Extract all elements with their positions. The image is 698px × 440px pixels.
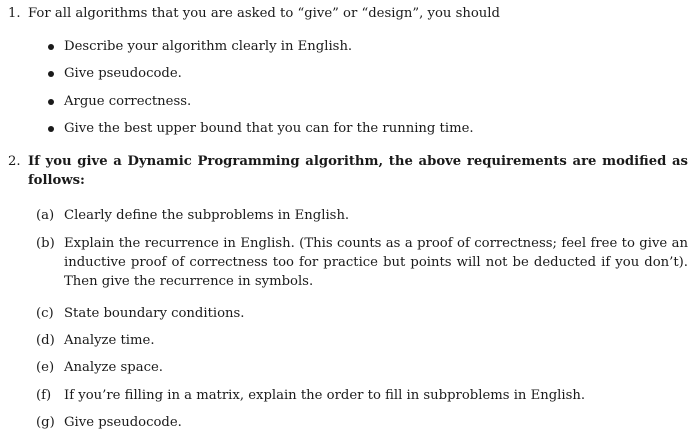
subitem-text: If you’re filling in a matrix, explain the order to fill in subproblems in English. xyxy=(64,388,586,403)
bullet-icon xyxy=(48,126,54,132)
item-1-number: 1. xyxy=(8,6,21,21)
subitem-text: Give pseudocode. xyxy=(64,415,182,430)
subitem-label: (b) xyxy=(36,236,55,251)
subitem-text: Explain the recurrence in English. (This counts as a proof of correctness; feel free to give an inductive proof of correctness too for practice but points will not be deducted if you don’t). Then give the recurrence in symbols. xyxy=(64,236,688,289)
subitem-label: (f) xyxy=(36,388,52,403)
subitem-text: State boundary conditions. xyxy=(64,306,245,321)
bullet-text: Give pseudocode. xyxy=(64,66,182,81)
subitem-label: (c) xyxy=(36,306,54,321)
subitem-text: Analyze space. xyxy=(64,360,163,375)
subitem-label: (a) xyxy=(36,208,55,223)
subitem-text: Analyze time. xyxy=(64,333,155,348)
bullet-text: Argue correctness. xyxy=(64,94,192,109)
item-2-number: 2. xyxy=(8,154,21,169)
subitem-label: (g) xyxy=(36,415,55,430)
bullet-icon xyxy=(48,99,54,105)
bullet-icon xyxy=(48,44,54,50)
item-1-text: For all algorithms that you are asked to “give” or “design”, you should xyxy=(28,6,500,21)
item-2-text: If you give a Dynamic Programming algorithm, the above requirements are modified as follows: xyxy=(28,154,688,188)
subitem-label: (d) xyxy=(36,333,55,348)
bullet-text: Describe your algorithm clearly in English. xyxy=(64,39,353,54)
bullet-icon xyxy=(48,71,54,77)
subitem-label: (e) xyxy=(36,360,55,375)
bullet-text: Give the best upper bound that you can for the running time. xyxy=(64,121,474,136)
subitem-text: Clearly define the subproblems in English. xyxy=(64,208,350,223)
